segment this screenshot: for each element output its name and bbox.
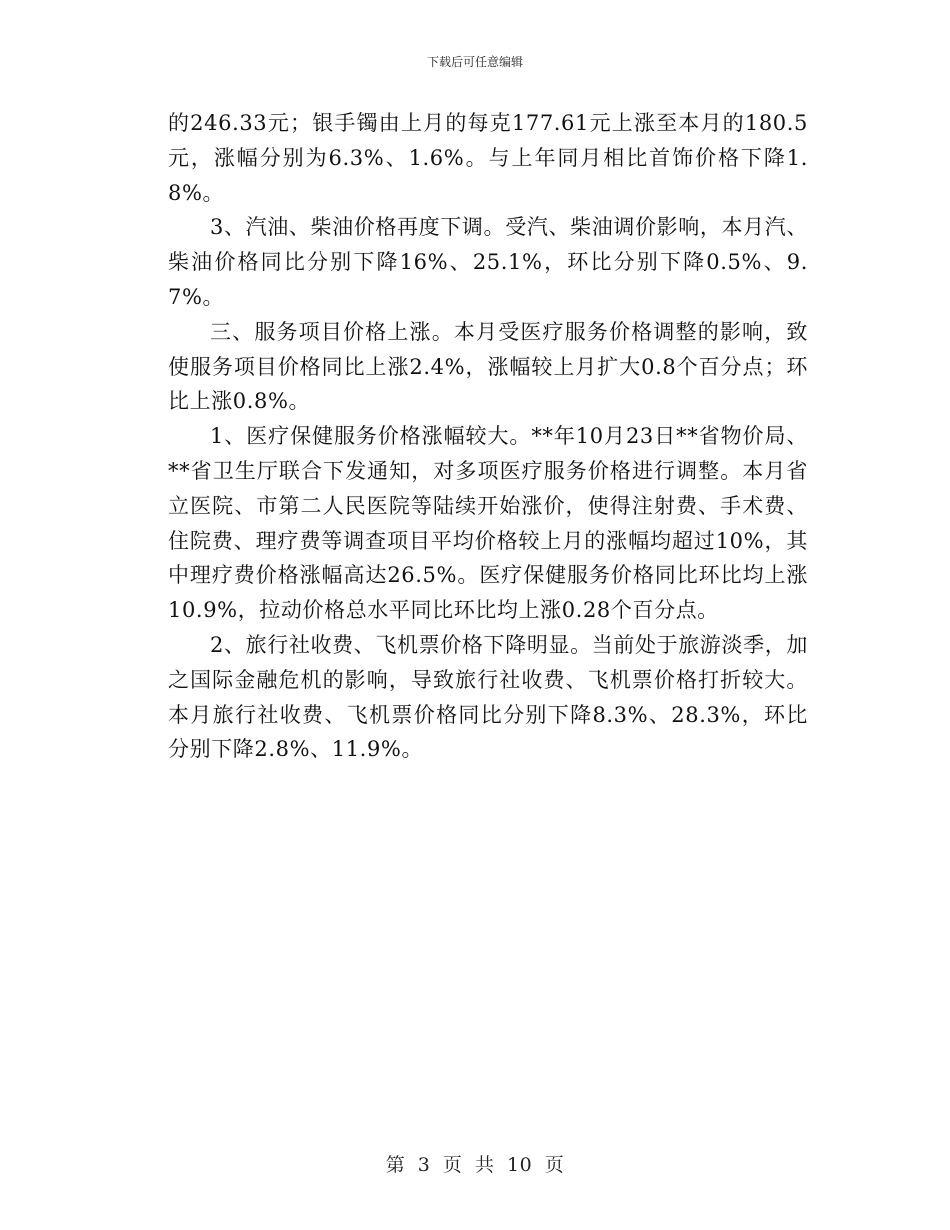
page-number-footer: 第 3 页 共 10 页	[385, 1154, 565, 1176]
paragraph-medical-prices: 1、医疗保健服务价格涨幅较大。**年10月23日**省物价局、**省卫生厅联合下发通知，对多项医疗服务价格进行调整。本月省立医院、市第二人民医院等陆续开始涨价，使得注射费、手术费、住院费、理疗费等调查项目平均价格较上月的涨幅均超过10%，其中理疗费价格涨幅高达26.5%。医疗保健服务价格同比环比均上涨10.9%，拉动价格总水平同比环比均上涨0.28个百分点。	[168, 424, 808, 623]
paragraph-service-prices: 三、服务项目价格上涨。本月受医疗服务价格调整的影响，致使服务项目价格同比上涨2.4%，涨幅较上月扩大0.8个百分点；环比上涨0.8%。	[168, 319, 808, 414]
page-header: 下载后可任意编辑	[426, 55, 523, 69]
paragraph-jewelry-prices: 的246.33元；银手镯由上月的每克177.61元上涨至本月的180.5元，涨幅分别为6.3%、1.6%。与上年同月相比首饰价格下降1.8%。	[168, 111, 808, 205]
document-body	[168, 106, 808, 767]
paragraph-fuel-prices: 3、汽油、柴油价格再度下调。受汽、柴油调价影响，本月汽、柴油价格同比分别下降16%、25.1%，环比分别下降0.5%、9.7%。	[168, 215, 808, 309]
paragraph-travel-prices: 2、旅行社收费、飞机票价格下降明显。当前处于旅游淡季，加之国际金融危机的影响，导致旅行社收费、飞机票价格打折较大。本月旅行社收费、飞机票价格同比分别下降8.3%、28.3%，环比分别下降2.8%、11.9%。	[168, 632, 808, 762]
